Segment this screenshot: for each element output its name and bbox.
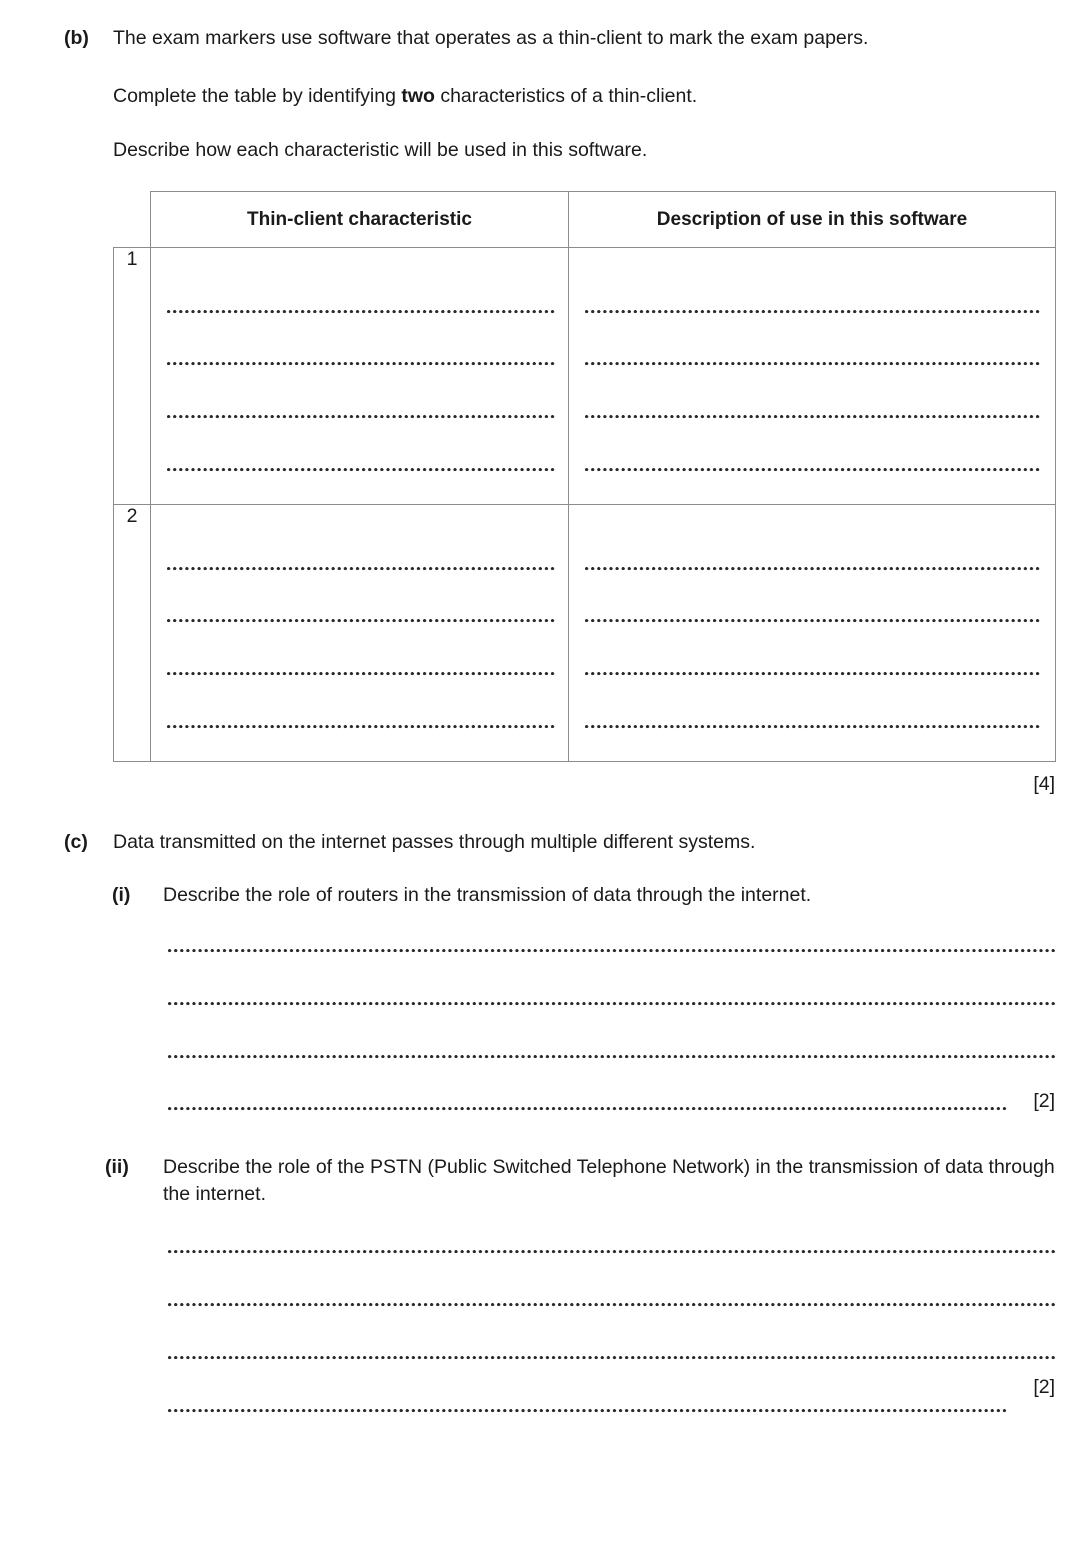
answer-dotted-line xyxy=(167,362,555,366)
answer-dotted-line[interactable] xyxy=(168,1409,1006,1413)
answer-dotted-line xyxy=(585,310,1042,314)
answer-dotted-line xyxy=(585,362,1042,366)
part-b-line1: The exam markers use software that operates as a thin-client to mark the exam papers. xyxy=(113,27,869,49)
answer-dotted-line xyxy=(167,468,555,472)
answer-dotted-line[interactable] xyxy=(168,1250,1055,1254)
answer-dotted-line xyxy=(585,468,1042,472)
answer-dotted-line[interactable] xyxy=(168,1107,1006,1111)
thin-client-table-wrap xyxy=(113,191,1055,765)
answer-dotted-line[interactable] xyxy=(168,1055,1055,1059)
part-b-line3-wrap xyxy=(113,137,1043,164)
table-body xyxy=(114,248,1056,762)
table-row-number: 1 xyxy=(114,248,151,505)
part-cii-label-wrap xyxy=(105,1154,163,1181)
part-cii-text: Describe the role of the PSTN (Public Switched Telephone Network) in the transmission of data through the internet. xyxy=(163,1156,1055,1205)
table-header-number xyxy=(114,192,151,248)
marks-part-b: [4] xyxy=(1033,773,1055,795)
answer-dotted-line xyxy=(167,415,555,419)
part-b-line2 xyxy=(113,83,697,110)
answer-area-description-1[interactable] xyxy=(569,248,1055,504)
answer-dotted-line[interactable] xyxy=(168,1002,1055,1006)
table-row xyxy=(114,248,1056,505)
answer-dotted-line xyxy=(585,567,1042,571)
marks-part-cii: [2] xyxy=(1033,1376,1055,1398)
answer-dotted-line xyxy=(167,310,555,314)
table-cell-description[interactable] xyxy=(569,505,1056,762)
table-cell-characteristic[interactable] xyxy=(151,248,569,505)
part-ci-text: Describe the role of routers in the transmission of data through the internet. xyxy=(163,884,812,906)
table-header xyxy=(114,192,1056,248)
answer-dotted-line xyxy=(167,672,555,676)
table-cell-description[interactable] xyxy=(569,248,1056,505)
part-b-label: (b) xyxy=(64,27,89,49)
answer-dotted-line xyxy=(585,672,1042,676)
thin-client-table xyxy=(113,191,1056,762)
part-b-line2-emphasis: two xyxy=(401,85,435,107)
marks-part-ci: [2] xyxy=(1033,1090,1055,1112)
answer-dotted-line xyxy=(585,619,1042,623)
part-c-label: (c) xyxy=(64,831,88,853)
answer-dotted-line[interactable] xyxy=(168,949,1055,953)
table-row xyxy=(114,505,1056,762)
answer-area-description-2[interactable] xyxy=(569,505,1055,761)
part-ci-text-wrap xyxy=(163,882,1058,909)
part-b-line2-suffix: characteristics of a thin-client. xyxy=(434,85,698,107)
table-header-row xyxy=(114,192,1056,248)
answer-dotted-line xyxy=(167,725,555,729)
part-b-line1-wrap xyxy=(113,25,1043,52)
answer-area-characteristic-2[interactable] xyxy=(151,505,568,761)
part-ci-label: (i) xyxy=(112,884,131,906)
part-ci-label-wrap xyxy=(112,882,163,909)
part-cii-label: (ii) xyxy=(105,1156,129,1178)
part-c-label-wrap xyxy=(64,829,113,856)
answer-dotted-line xyxy=(167,567,555,571)
table-header-description: Description of use in this software xyxy=(569,192,1056,248)
answer-dotted-line xyxy=(167,619,555,623)
table-cell-characteristic[interactable] xyxy=(151,505,569,762)
answer-dotted-line xyxy=(585,415,1042,419)
part-b-line2-prefix: Complete the table by identifying xyxy=(113,85,402,107)
table-row-number: 2 xyxy=(114,505,151,762)
part-c-stem: Data transmitted on the internet passes through multiple different systems. xyxy=(113,831,756,853)
answer-dotted-line xyxy=(585,725,1042,729)
part-c-stem-wrap xyxy=(113,829,1043,856)
part-b-label-wrap xyxy=(64,25,113,52)
table-header-characteristic: Thin-client characteristic xyxy=(151,192,569,248)
answer-area-characteristic-1[interactable] xyxy=(151,248,568,504)
part-b-line3: Describe how each characteristic will be used in this software. xyxy=(113,139,648,161)
answer-dotted-line[interactable] xyxy=(168,1303,1055,1307)
part-cii-text-wrap xyxy=(163,1154,1058,1208)
part-b-line2-wrap xyxy=(113,83,1043,110)
answer-dotted-line[interactable] xyxy=(168,1356,1055,1360)
